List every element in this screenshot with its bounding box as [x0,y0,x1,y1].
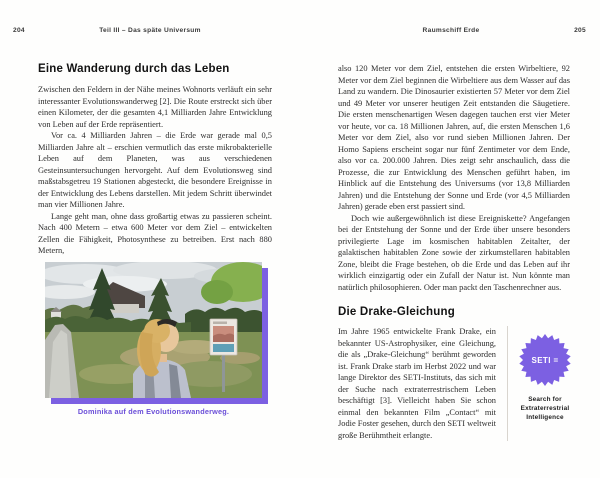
running-head-right: Raumschiff Erde [422,27,480,34]
seti-margin-note [507,326,573,441]
page-number-left: 204 [13,27,25,34]
page-number-right: 205 [574,27,586,34]
paragraph: Vor ca. 4 Milliarden Jahren – die Erde war gerade mal 0,5 Milliarden Jahre alt – erschien vermutlich das erste mikrobakterielle Leben auf dem Planeten, was aus verschiedenen Gesteinsuntersuchungen hervorgeht. Auf dem Evolutionsweg sind maßstabsgetreu 19 Stationen abgesteckt, die besondere Ereignisse in der Entwicklung des Lebens darstellen. Mit jedem Schritt überwindet man vier Millionen Jahre. [38,131,272,209]
left-page [38,63,272,257]
right-page [338,63,570,441]
running-head-left: Teil III – Das späte Universum [99,27,201,34]
seti-badge [519,334,571,386]
section-heading-drake: Die Drake-Gleichung [338,306,455,318]
photo-illustration [45,262,262,398]
right-body-text [338,63,570,293]
drake-paragraph: Im Jahre 1965 entwickelte Frank Drake, ein bekannter US-Astrophysiker, eine Gleichung, die als „Drake-Gleichung“ berühmt geworden ist. Frank Drake starb im Herbst 2022 und war lange Direktor des SETI-Instituts, das sich mit der Suche nach extraterrestrischem Leben beschäftigt [3]. Vielleicht haben Sie schon einmal den bekannten Film „Contact“ mit Jodie Foster gesehen, durch den SETI weltweit große Berühmtheit erlangte. [338,327,496,440]
photo-caption: Dominika auf dem Evolutionswanderweg. [77,407,230,416]
seti-badge-label: SETI = [531,355,559,365]
left-body-text [38,84,272,257]
paragraph: Lange geht man, ohne dass großartig etwas zu passieren scheint. Nach 400 Metern – etwa 600 Meter vor dem Ziel – entwickelten Zellen die Fähigkeit, Photosynthese zu betreiben. Erst nach 880 Metern, [38,211,272,255]
paragraph: also 120 Meter vor dem Ziel, entstehen die ersten Wirbeltiere, 92 Meter vor dem Ziel beginnen die Wirbeltiere aus dem Wasser auf das Land zu wandern. Die Dinosaurier existierten 57 Meter vor dem Ziel und 49 Meter vor unserer heutigen Zeit entstanden die Säugetiere. Die ersten menschenartigen Wesen dagegen tauchen erst vier Meter vor heute, vor ca. 18 Millionen Jahren, auf, die ersten Menschen 1,6 Meter vor dem Ziel, also vor rund sieben Millionen Jahren. Der Homo Sapiens erscheint sogar nur fünf Zentimeter vor dem Ende, also vor ca. 200.000 Jahren. Dies zeigt sehr anschaulich, dass die Prozesse, die zur Entwicklung des Menschen geführt haben, im Hinblick auf die Entstehung des Universums (vor 13,8 Milliarden Jahren) und die Entstehung der Sonne und Erde (vor 4,5 Milliarden Jahren) gerade eben erst passiert sind. [338,64,570,211]
evolution-trail-photo [45,262,262,398]
seti-note-text: Search for Extraterrestrial Intelligence [520,396,570,422]
drake-section [338,326,570,441]
paragraph: Doch wie außergewöhnlich ist diese Ereigniskette? Angefangen bei der Entstehung der Sonne und der Erde über unsere besonders privilegierte Lage im kosmischen habitablen Zeitalter, der galaktischen habitablen Zone sowie der zirkumstellaren habitablen Zone, bleibt die Frage bestehen, ob die Erde und das Leben auf ihr wirklich einzigartig oder ein Zufall der Natur ist. Nun könnte man natürlich philosophieren. Oder man packt den Taschenrechner aus. [338,213,570,292]
section-heading-wanderung: Eine Wanderung durch das Leben [38,63,230,75]
paragraph: Zwischen den Feldern in der Nähe meines Wohnorts verläuft ein sehr interessanter Evolutionswanderweg [2]. Die Route erstreckt sich über einen Kilometer, der die gesamten 4,1 Milliarden Jahre Entwicklung von Leben auf der Erde repräsentiert. [38,85,272,129]
